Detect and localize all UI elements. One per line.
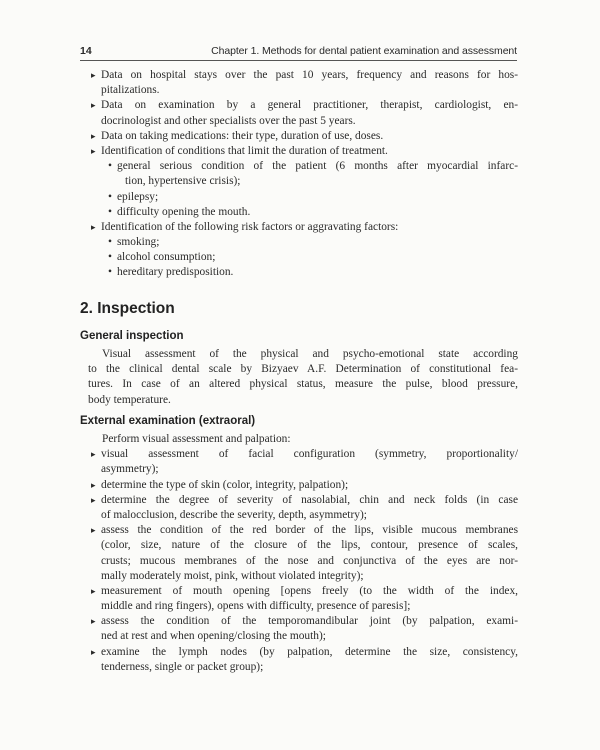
arrow-bullet-icon: ▸ (91, 494, 96, 505)
arrow-bullet-icon: ▸ (91, 70, 96, 80)
dot-bullet-icon: • (108, 266, 112, 279)
list-item: ▸ measurement of mouth opening [opens freely (to the width of the index, (88, 584, 518, 599)
list-item: ▸ determine the type of skin (color, integrity, palpation); (88, 478, 518, 493)
dot-bullet-icon: • (108, 205, 112, 218)
dot-bullet-icon: • (108, 190, 112, 203)
arrow-bullet-icon: ▸ (91, 646, 96, 657)
list-item-continuation: (color, size, nature of the closure of the lips, contour, presence of scales, (101, 539, 518, 552)
arrow-bullet-icon: ▸ (91, 449, 96, 460)
list-item: ▸ Data on hospital stays over the past 10 years, frequency and reasons for hos- (88, 68, 518, 83)
list-item-continuation: of malocclusion, describe the severity, depth, asymmetry); (101, 508, 367, 521)
external-examination-list (88, 432, 518, 675)
list-item-continuation: pitalizations. (101, 84, 160, 97)
list-item: ▸ Data on taking medications: their type, duration of use, doses. (88, 129, 518, 144)
list-item-continuation: crusts; mucous membranes of the nose and conjunctiva of the eyes are nor- (101, 554, 518, 567)
arrow-bullet-icon: ▸ (91, 221, 96, 232)
chapter-title: Chapter 1. Methods for dental patient examination and assessment (211, 45, 517, 57)
list-item: ▸ visual assessment of facial configuration (symmetry, proportionality/ (88, 447, 518, 462)
list-item: ▸ determine the degree of severity of nasolabial, chin and neck folds (in case (88, 493, 518, 508)
intro-text: Perform visual assessment and palpation: (102, 433, 291, 445)
list-item-continuation: asymmetry); (101, 463, 159, 476)
list-item-continuation: ned at rest and when opening/closing the mouth); (101, 630, 326, 643)
dot-bullet-icon: • (108, 251, 112, 264)
arrow-bullet-icon: ▸ (91, 130, 96, 141)
sub-list-item: • difficulty opening the mouth. (88, 205, 518, 220)
sub-list-item: • general serious condition of the patient (6 months after myocardial infarc- (88, 159, 518, 174)
list-item-continuation: docrinologist and other specialists over the past 5 years. (101, 114, 356, 127)
general-inspection-heading: General inspection (80, 330, 184, 342)
list-item: ▸ Identification of the following risk factors or aggravating factors: (88, 220, 518, 235)
sub-list-item: • smoking; (88, 235, 518, 250)
sub-list-item-continuation: tion, hypertensive crisis); (125, 175, 241, 188)
sub-list-item: • alcohol consumption; (88, 250, 518, 265)
list-item: ▸ assess the condition of the red border of the lips, visible mucous membranes (88, 523, 518, 538)
list-item-continuation: mally moderately moist, pink, without violated integrity); (101, 569, 364, 582)
arrow-bullet-icon: ▸ (91, 479, 96, 490)
arrow-bullet-icon: ▸ (91, 616, 96, 627)
running-header (80, 44, 517, 61)
arrow-bullet-icon: ▸ (91, 145, 96, 156)
list-item: ▸ assess the condition of the temporomandibular joint (by palpation, exami- (88, 614, 518, 629)
page-number: 14 (80, 45, 92, 57)
list-item: ▸ examine the lymph nodes (by palpation, determine the size, consistency, (88, 645, 518, 660)
sub-list-item: • hereditary predisposition. (88, 265, 518, 280)
dot-bullet-icon: • (108, 236, 112, 249)
history-list (88, 68, 518, 281)
list-item-continuation: middle and ring fingers), opens with difficulty, presence of paresis]; (101, 600, 411, 613)
section-title: 2. Inspection (80, 300, 175, 317)
arrow-bullet-icon: ▸ (91, 525, 96, 536)
arrow-bullet-icon: ▸ (91, 100, 96, 111)
list-item: ▸ Identification of conditions that limit the duration of treatment. (88, 144, 518, 159)
list-item-continuation: tenderness, single or packet group); (101, 660, 264, 673)
external-examination-heading: External examination (extraoral) (80, 415, 256, 427)
sub-list-item: • epilepsy; (88, 190, 518, 205)
arrow-bullet-icon: ▸ (91, 585, 96, 596)
general-inspection-paragraph: Visual assessment of the physical and psycho-emotional state according to the clinical dental scale by Bizyaev A.F. Determination of constitutional fea- tures. In case of an altered physical status, measure the pulse, blood pressure, body temperature. (88, 348, 518, 406)
dot-bullet-icon: • (108, 160, 112, 173)
list-item: ▸ Data on examination by a general practitioner, therapist, cardiologist, en- (88, 98, 518, 113)
